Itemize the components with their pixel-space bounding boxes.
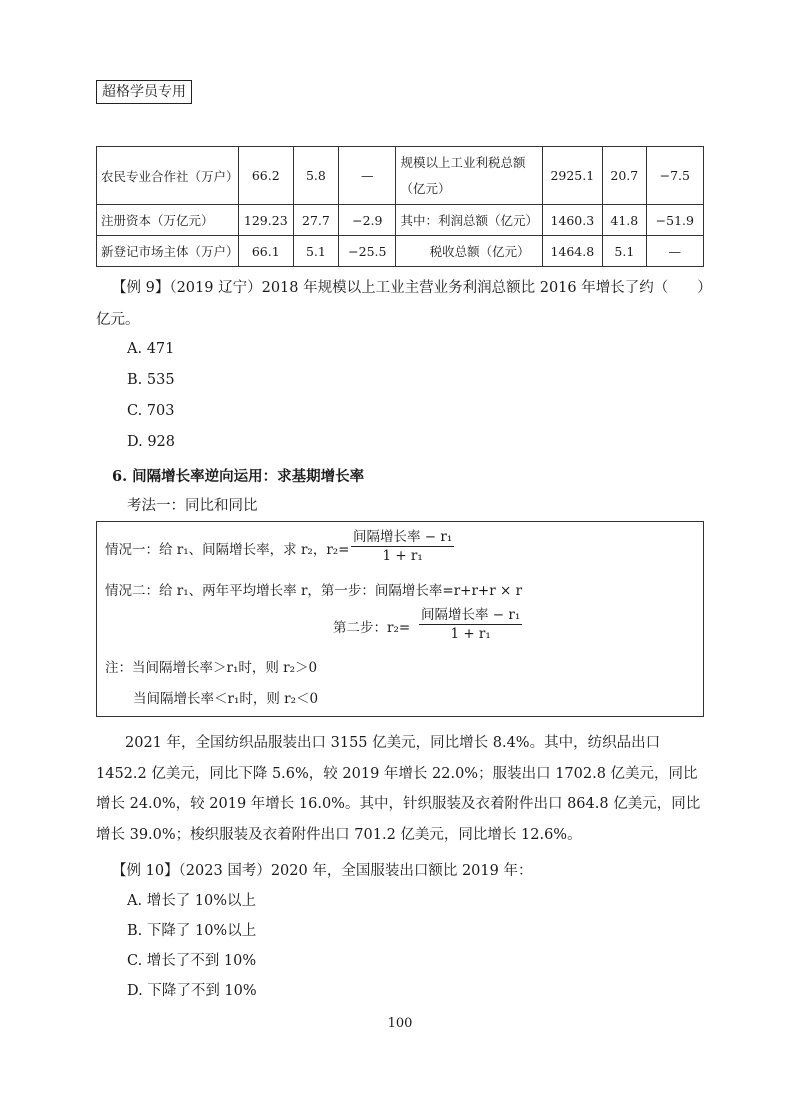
data-passage: 2021 年，全国纺织品服装出口 3155 亿美元，同比增长 8.4%。其中，纺织品出口 1452.2 亿美元，同比下降 5.6%，较 2019 年增长 22.0%；服装出口 1702.8 亿美元，同比增长 24.0%，较 2019 年增长 16.0%。其中，针织服装及衣着附件出口 864.8 亿美元，同比增长 39.0%；梭织服装及衣着附件出口 701.2 亿美元，同比增长 12.6%。 (96, 735, 701, 843)
table-cell: 1460.3 (542, 205, 602, 236)
step2-fraction (419, 607, 522, 644)
note-line-1: 注：当间隔增长率＞r₁时，则 r₂＞0 (105, 660, 318, 676)
table-cell: 2925.1 (542, 147, 602, 205)
table-cell: 20.7 (603, 147, 647, 205)
table-row (97, 205, 704, 236)
table-cell: 66.2 (238, 147, 293, 205)
table-row (97, 236, 704, 267)
table-cell: 农民专业合作社（万户） (97, 147, 239, 205)
table-cell: −25.5 (339, 236, 396, 267)
table-cell: 注册资本（万亿元） (97, 205, 239, 236)
case1-denominator: 1 + r₁ (382, 548, 423, 564)
q10-option-c: C. 增长了不到 10% (127, 953, 257, 969)
table-row (97, 147, 704, 205)
table-cell: 1464.8 (542, 236, 602, 267)
table-cell: 税收总额（亿元） (396, 236, 542, 267)
note-line-2: 当间隔增长率＜r₁时，则 r₂＜0 (133, 691, 319, 707)
q10-option-b: B. 下降了 10%以上 (127, 923, 257, 939)
table-cell: 5.1 (603, 236, 647, 267)
q9-option-d: D. 928 (127, 434, 176, 450)
case2-text: 情况二：给 r₁、两年平均增长率 r，第一步：间隔增长率=r+r+r × r (105, 583, 523, 599)
table-cell: 5.1 (293, 236, 338, 267)
table-cell: 新登记市场主体（万户） (97, 236, 239, 267)
case1-numerator: 间隔增长率 − r₁ (353, 529, 453, 545)
table-cell: — (339, 147, 396, 205)
case1-fraction (351, 529, 454, 566)
table-cell: 41.8 (603, 205, 647, 236)
case1-text: 情况一：给 r₁、间隔增长率，求 r₂，r₂= (105, 542, 350, 558)
question-9-stem: 【例 9】（2019 辽宁）2018 年规模以上工业主营业务利润总额比 2016 年增长了约（ ） (112, 280, 712, 296)
q9-option-c: C. 703 (127, 403, 175, 419)
table-cell: 规模以上工业利税总额（亿元） (396, 147, 542, 205)
table-cell: 其中：利润总额（亿元） (396, 205, 542, 236)
q9-option-a: A. 471 (127, 341, 175, 357)
question-10-stem: 【例 10】（2023 国考）2020 年，全国服装出口额比 2019 年： (112, 863, 533, 879)
section-subheading: 考法一：同比和同比 (127, 498, 258, 514)
q9-option-b: B. 535 (127, 372, 175, 388)
table-cell: 66.1 (238, 236, 293, 267)
page-number: 100 (387, 1016, 413, 1031)
table-cell: 27.7 (293, 205, 338, 236)
table-cell: −7.5 (646, 147, 703, 205)
q10-option-a: A. 增长了 10%以上 (127, 893, 257, 909)
step2-label: 第二步：r₂= (333, 620, 411, 636)
step2-numerator: 间隔增长率 − r₁ (421, 607, 521, 623)
table-cell: −2.9 (339, 205, 396, 236)
q10-option-d: D. 下降了不到 10% (127, 983, 257, 999)
question-9-stem-continued: 亿元。 (96, 312, 140, 328)
table-cell: 5.8 (293, 147, 338, 205)
formula-box (96, 521, 704, 717)
exclusive-badge: 超格学员专用 (96, 80, 192, 104)
table-cell: 129.23 (238, 205, 293, 236)
section-heading: 6. 间隔增长率逆向运用：求基期增长率 (112, 468, 365, 485)
table-cell: −51.9 (646, 205, 703, 236)
statistics-table (96, 146, 704, 267)
step2-denominator: 1 + r₁ (450, 626, 491, 642)
table-cell: — (646, 236, 703, 267)
